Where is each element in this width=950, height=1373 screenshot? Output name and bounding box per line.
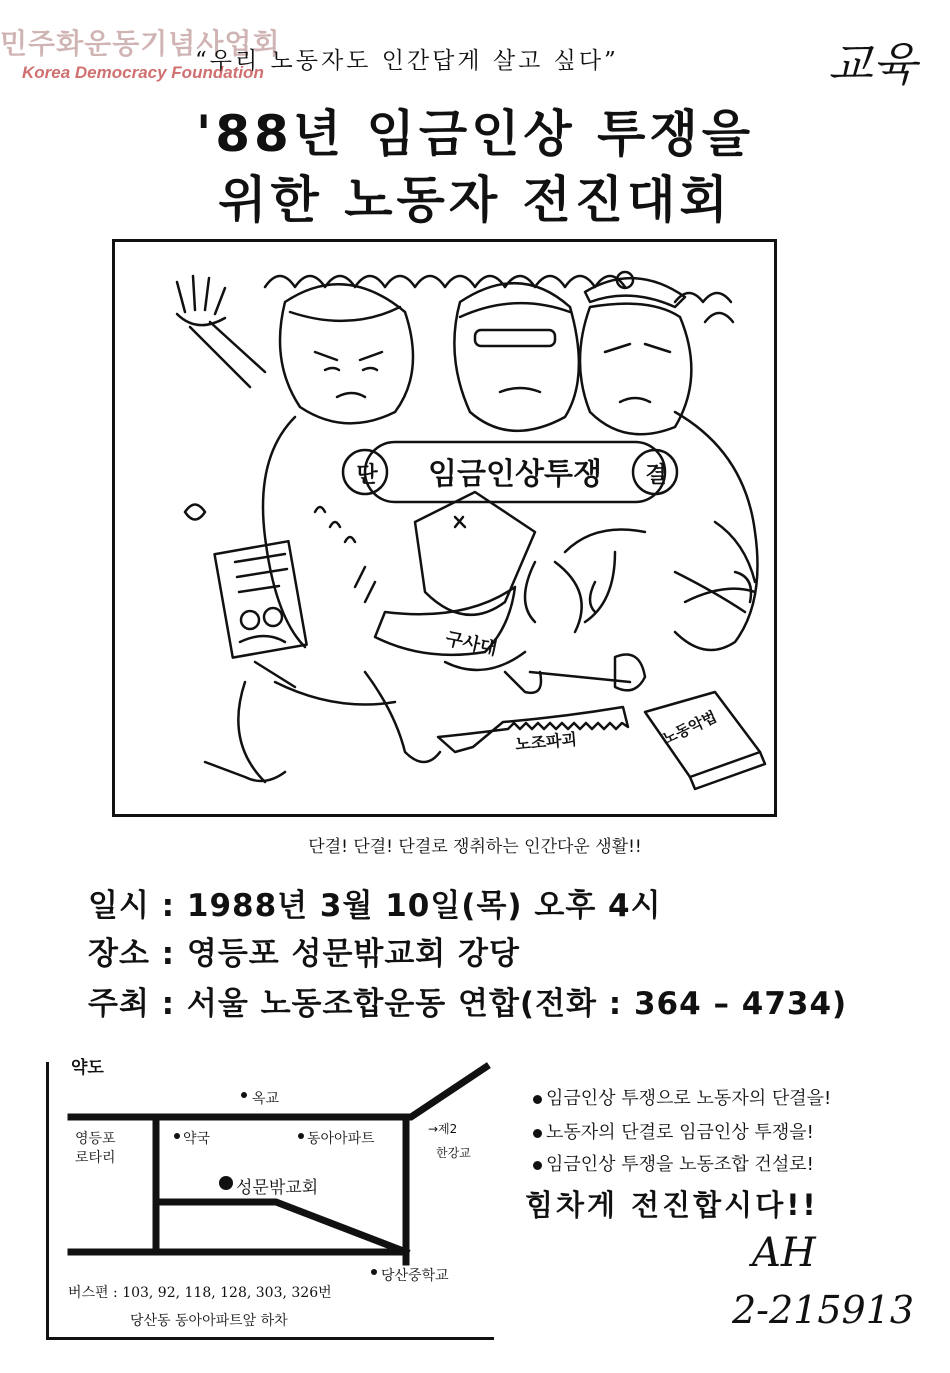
cartoon-illustration [112,239,777,817]
event-date-label: 일시 : [88,888,176,924]
map-label-bridge-2: 한강교 [436,1146,471,1160]
map-label-rotary-2: 로타리 [75,1150,116,1166]
banner-text: 임금인상투쟁 [428,457,602,492]
event-place [88,928,520,973]
bullet-text: 노동자의 단결로 임금인상 투쟁을! [546,1122,814,1143]
cartoon-caption: 단결! 단결! 단결로 쟁취하는 인간다운 생활!! [308,837,642,857]
title-line-1: '88년 임금인상 투쟁을 [195,105,755,163]
event-date-value: 1988년 3월 10일(목) 오후 4시 [186,888,662,924]
handwritten-signature: AH [752,1230,816,1276]
saw-text: 노조파괴 [514,729,578,754]
event-date [88,880,662,925]
map-title: 약도 [65,1053,110,1078]
bullet-item [533,1084,831,1110]
map-label-church: 성문밖교회 [236,1178,319,1198]
handwritten-corner-note: 교육 [828,37,917,91]
map-label-bridge-1: →제2 [428,1122,458,1136]
banner-right-char: 결 [645,463,667,488]
bullet-text: 임금인상 투쟁으로 노동자의 단결을! [546,1088,832,1109]
watermark-english: Korea Democracy Foundation [22,63,264,82]
map-bus-stop: 당산동 동아아파트앞 하차 [130,1313,288,1329]
banner-left-char: 단 [356,463,378,488]
bullet-dot-icon [533,1161,542,1170]
map-label-okgyo: 옥교 [252,1091,280,1107]
event-place-label: 장소 : [88,936,176,972]
sash-text: 구사대 [443,628,499,660]
map-label-rotary-1: 영등포 [75,1131,116,1147]
bullet-item [533,1150,814,1176]
bullet-dot-icon [533,1095,542,1104]
event-host-value: 서울 노동조합운동 연합(전화 : 364 – 4734) [186,986,848,1022]
event-host [88,978,847,1023]
map-label-school: 당산중학교 [381,1268,449,1284]
handwritten-number: 2-215913 [732,1288,915,1332]
event-host-label: 주최 : [88,986,176,1022]
map-label-donga-apt: 동아아파트 [307,1131,375,1147]
header-quote: “우리 노동자도 인간답게 살고 싶다” [195,48,619,74]
map-bus-line: 버스편 : 103, 92, 118, 128, 303, 326번 [68,1285,332,1301]
map-label-pharmacy: 약국 [183,1131,211,1147]
event-place-value: 영등포 성문밖교회 강당 [186,936,520,972]
bullet-text: 임금인상 투쟁을 노동조합 건설로! [546,1154,814,1175]
title-line-2: 위한 노동자 전진대회 [218,171,732,229]
book-text: 노동악법 [659,707,720,749]
cartoon-drawing [115,242,774,814]
bullet-item [533,1118,814,1144]
bullet-dot-icon [533,1129,542,1138]
closing-slogan: 힘차게 전진합시다!! [525,1188,819,1222]
watermark-korean: 민주화운동기념사업회 [0,27,281,60]
